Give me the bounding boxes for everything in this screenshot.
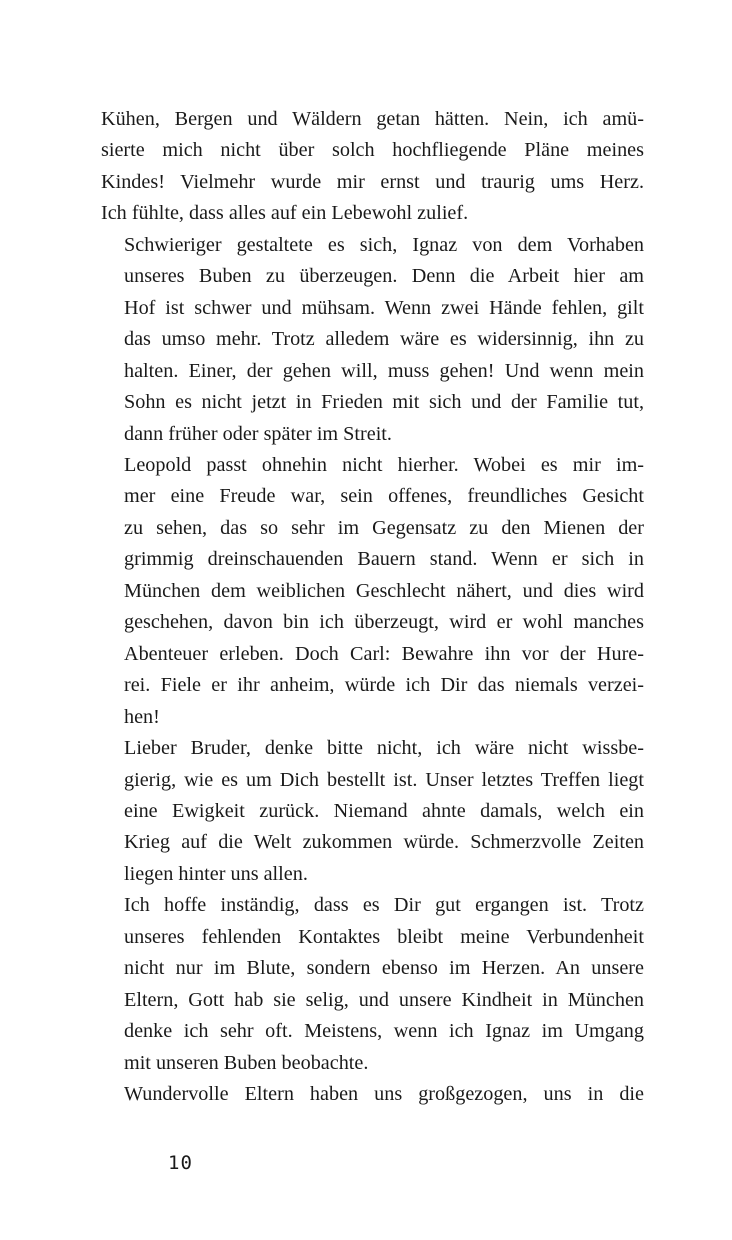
text-line: halten. Einer, der gehen will, muss gehen! Und wenn mein bbox=[124, 359, 644, 382]
text-line: grimmig dreinschauenden Bauern stand. Wenn er sich in bbox=[124, 548, 644, 571]
text-line: zu sehen, das so sehr im Gegensatz zu den Mienen der bbox=[124, 516, 644, 539]
text-line: rei. Fiele er ihr anheim, würde ich Dir das niemals verzei- bbox=[124, 674, 644, 697]
text-line: Ich hoffe inständig, dass es Dir gut ergangen ist. Trotz bbox=[124, 894, 644, 917]
text-line: Ich fühlte, dass alles auf ein Lebewohl zulief. bbox=[101, 202, 469, 225]
text-line: Abenteuer erleben. Doch Carl: Bewahre ihn vor der Hure- bbox=[124, 642, 644, 665]
text-line: Sohn es nicht jetzt in Frieden mit sich und der Familie tut, bbox=[124, 391, 644, 414]
text-line: Leopold passt ohnehin nicht hierher. Wobei es mir im- bbox=[124, 453, 644, 476]
page-number: 10 bbox=[168, 1152, 193, 1174]
text-line: Krieg auf die Welt zukommen würde. Schmerzvolle Zeiten bbox=[124, 831, 644, 854]
text-line: Wundervolle Eltern haben uns großgezogen, uns in die bbox=[124, 1083, 644, 1106]
paragraph bbox=[101, 104, 644, 230]
text-line: unseres fehlenden Kontaktes bleibt meine Verbundenheit bbox=[124, 925, 644, 948]
text-line: Eltern, Gott hab sie selig, und unsere Kindheit in München bbox=[124, 988, 644, 1011]
page-body bbox=[101, 104, 644, 1111]
text-line: München dem weiblichen Geschlecht nähert, und dies wird bbox=[124, 579, 644, 602]
text-line: geschehen, davon bin ich überzeugt, wird er wohl manches bbox=[124, 611, 644, 634]
text-line: denke ich sehr oft. Meistens, wenn ich Ignaz im Umgang bbox=[124, 1020, 644, 1043]
text-line: unseres Buben zu überzeugen. Denn die Arbeit hier am bbox=[124, 265, 644, 288]
text-line: gierig, wie es um Dich bestellt ist. Unser letztes Treffen liegt bbox=[124, 768, 644, 791]
text-line: liegen hinter uns allen. bbox=[124, 862, 308, 885]
paragraph bbox=[101, 890, 644, 1079]
text-line: das umso mehr. Trotz alledem wäre es widersinnig, ihn zu bbox=[124, 328, 644, 351]
paragraph bbox=[101, 1079, 644, 1110]
text-line: dann früher oder später im Streit. bbox=[124, 422, 392, 445]
text-line: sierte mich nicht über solch hochfliegende Pläne meines bbox=[101, 139, 644, 162]
text-line: eine Ewigkeit zurück. Niemand ahnte damals, welch ein bbox=[124, 799, 644, 822]
text-line: mer eine Freude war, sein offenes, freundliches Gesicht bbox=[124, 485, 644, 508]
text-line: Hof ist schwer und mühsam. Wenn zwei Hände fehlen, gilt bbox=[124, 296, 644, 319]
text-line: nicht nur im Blute, sondern ebenso im Herzen. An unsere bbox=[124, 957, 644, 980]
text-line: Kühen, Bergen und Wäldern getan hätten. Nein, ich amü- bbox=[101, 108, 644, 130]
paragraph bbox=[101, 733, 644, 890]
text-line: Schwieriger gestaltete es sich, Ignaz von dem Vorhaben bbox=[124, 233, 644, 256]
paragraph bbox=[101, 230, 644, 450]
text-line: Kindes! Vielmehr wurde mir ernst und traurig ums Herz. bbox=[101, 170, 644, 193]
text-line: hen! bbox=[124, 705, 160, 728]
text-line: mit unseren Buben beobachte. bbox=[124, 1051, 369, 1074]
paragraph bbox=[101, 450, 644, 733]
text-line: Lieber Bruder, denke bitte nicht, ich wäre nicht wissbe- bbox=[124, 737, 644, 760]
